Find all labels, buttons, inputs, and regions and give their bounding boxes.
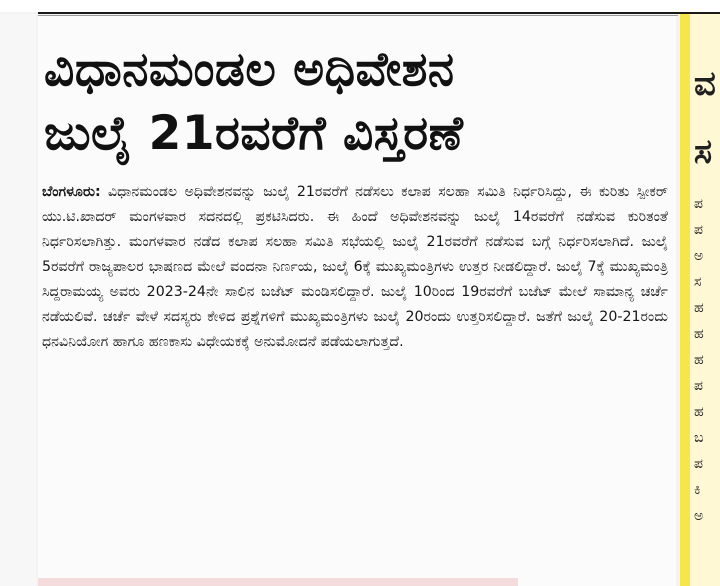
- side-column-line: ಅ: [694, 248, 704, 264]
- article-body-text: ವಿಧಾನಮಂಡಲ ಅಧಿವೇಶನವನ್ನು ಜುಲೈ 21ರವರೆಗೆ ನಡೆಸಲು ಕಲಾಪ ಸಲಹಾ ಸಮಿತಿ ನಿರ್ಧರಿಸಿದ್ದು, ಈ ಕುರಿತು ಸ್ಪೀಕರ್ ಯು.ಟಿ.ಖಾದರ್ ಮಂಗಳವಾರ ಸದನದಲ್ಲಿ ಪ್ರಕಟಿಸಿದರು. ಈ ಹಿಂದೆ ಅಧಿವೇಶನವನ್ನು ಜುಲೈ 14ರವರೆಗೆ ನಡೆಸುವ ಕುರಿತಂತೆ ನಿರ್ಧರಿಸಲಾಗಿತ್ತು. ಮಂಗಳವಾರ ನಡೆದ ಕಲಾಪ ಸಲಹಾ ಸಮಿತಿ ಸಭೆಯಲ್ಲಿ ಜುಲೈ 21ರವರೆಗೆ ನಡೆಸುವ ಬಗ್ಗೆ ನಿರ್ಧರಿಸಲಾಗಿದೆ. ಜುಲೈ 5ರವರೆಗೆ ರಾಜ್ಯಪಾಲರ ಭಾಷಣದ ಮೇಲೆ ವಂದನಾ ನಿರ್ಣಯ, ಜುಲೈ 6ಕ್ಕೆ ಮುಖ್ಯಮಂತ್ರಿಗಳು ಉತ್ತರ ನೀಡಲಿದ್ದಾರೆ. ಜುಲೈ 7ಕ್ಕೆ ಮುಖ್ಯಮಂತ್ರಿ ಸಿದ್ದರಾಮಯ್ಯ ಅವರು 2023-24ನೇ ಸಾಲಿನ ಬಜೆಟ್ ಮಂಡಿಸಲಿದ್ದಾರೆ. ಜುಲೈ 10ರಿಂದ 19ರವರೆಗೆ ಬಜೆಟ್ ಮೇಲೆ ಸಾಮಾನ್ಯ ಚರ್ಚೆ ನಡೆಯಲಿವೆ. ಚರ್ಚೆ ವೇಳೆ ಸದಸ್ಯರು ಕೇಳಿದ ಪ್ರಶ್ನೆಗಳಿಗೆ ಮುಖ್ಯಮಂತ್ರಿಗಳು ಜುಲೈ 20ರಂದು ಉತ್ತರಿಸಲಿದ್ದಾರೆ. ಜತೆಗೆ ಜುಲೈ 20-21ರಂದು ಧನವಿನಿಯೋಗ ಹಾಗೂ ಹಣಕಾಸು ವಿಧೇಯಕಕ್ಕೆ ಅನುಮೋದನೆ ಪಡೆಯಲಾಗುತ್ತದೆ.: [42, 184, 668, 350]
- news-article: [38, 16, 676, 586]
- side-column-line: ಪ: [694, 378, 703, 394]
- side-column-line: ಹ: [694, 404, 704, 420]
- side-column-line: ಪ: [694, 222, 703, 238]
- side-headline-glyph-2: ಸ: [694, 132, 713, 172]
- left-margin: [0, 14, 36, 586]
- side-column-line: ಕಿ: [694, 482, 701, 498]
- side-column-line: ಹ: [694, 352, 704, 368]
- page-top-strip: [0, 0, 720, 12]
- article-dateline: ಬೆಂಗಳೂರು:: [42, 184, 101, 200]
- side-headline-glyph-1: ವ: [694, 64, 716, 104]
- article-headline: [44, 38, 664, 166]
- side-column-line: ಪ: [694, 456, 703, 472]
- side-column-line: ಹ: [694, 326, 704, 342]
- bottom-adjacent-article-edge: [38, 578, 518, 586]
- side-column-line: ಬ: [694, 430, 704, 446]
- side-column-line: ಸ: [694, 274, 702, 290]
- side-column-panel: [680, 14, 720, 586]
- side-column-line: ಪ: [694, 196, 703, 212]
- headline-line-2: ಜುಲೈ 21ರವರೆಗೆ ವಿಸ್ತರಣೆ: [44, 106, 464, 161]
- article-body: [42, 180, 668, 355]
- side-column-line: ಹ: [694, 300, 704, 316]
- top-rule: [38, 12, 720, 14]
- headline-line-1: ವಿಧಾನಮಂಡಲ ಅಧಿವೇಶನ: [44, 42, 455, 97]
- side-column-line: ಅ: [694, 508, 704, 524]
